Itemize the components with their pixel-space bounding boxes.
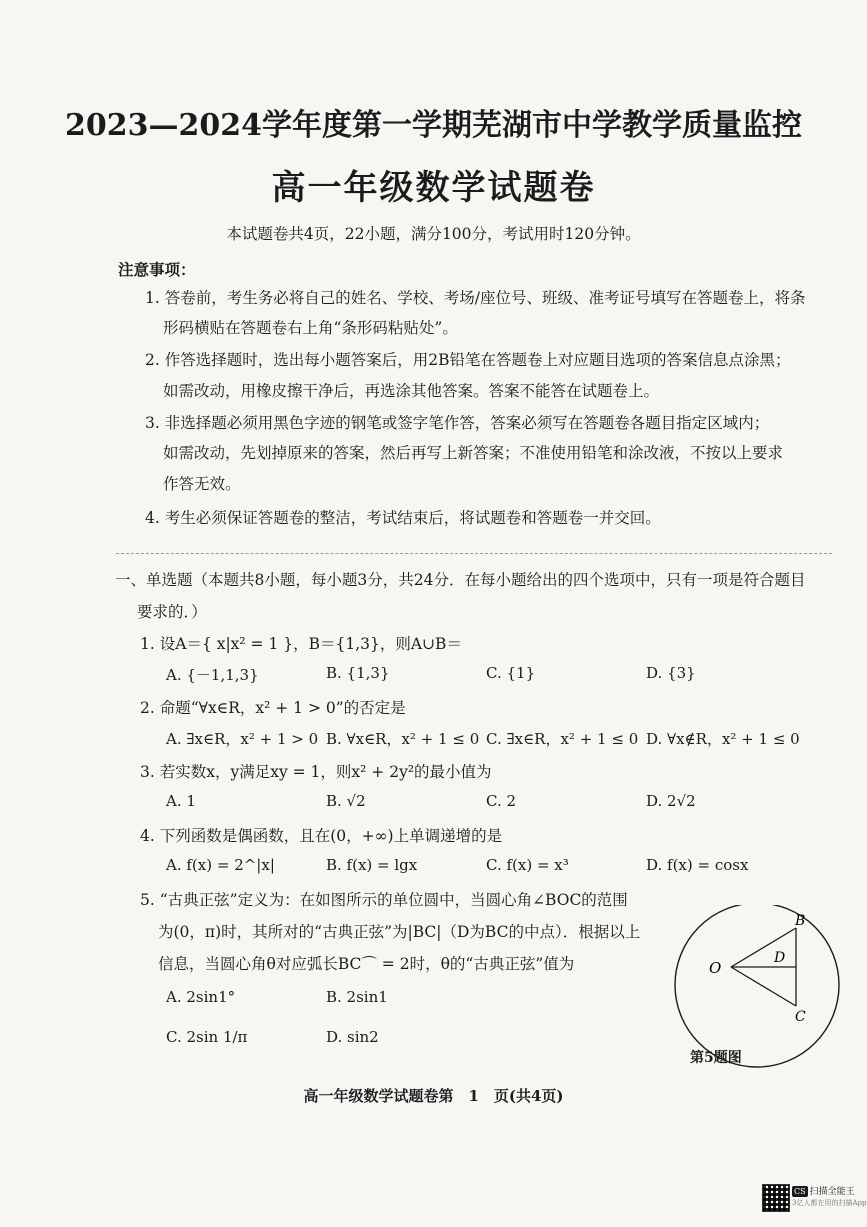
note-3-cont: 如需改动，先划掉原来的答案，然后再写上新答案；不准使用铅笔和涂改液，不按以上要求 <box>163 444 784 462</box>
unit-circle <box>675 905 839 1067</box>
q2-option-a: A. ∃x∈R，x² + 1 > 0 <box>166 730 319 748</box>
question-5-stem-line3: 信息，当圆心角θ对应弧长BC⌒ = 2时，θ的“古典正弦”值为 <box>158 955 575 973</box>
q4-option-a: A. f(x) = 2^|x| <box>166 856 275 874</box>
figure-caption: 第5题图 <box>690 1050 742 1066</box>
scanner-brand: 扫描全能王 <box>809 1187 855 1197</box>
note-4: 4. 考生必须保证答题卷的整洁，考试结束后，将试题卷和答题卷一并交回。 <box>145 509 661 527</box>
question-1-stem: 1. 设A＝{ x|x² = 1 }，B＝{1,3}，则A∪B＝ <box>140 635 462 653</box>
scanner-logo-icon: CS <box>794 1187 806 1196</box>
question-5-stem-line2: 为(0，π)时，其所对的“古典正弦”为|BC|（D为BC的中点）．根据以上 <box>158 923 641 941</box>
scanner-watermark <box>792 1186 867 1209</box>
page-footer: 高一年级数学试题卷第 1 页(共4页) <box>303 1087 564 1105</box>
q3-option-a: A. 1 <box>166 792 196 810</box>
exam-intro: 本试题卷共4页，22小题，满分100分，考试用时120分钟。 <box>226 225 641 243</box>
q5-option-b: B. 2sin1 <box>326 988 388 1006</box>
notes-heading: 注意事项： <box>118 260 196 279</box>
exam-series-title: 2023—2024学年度第一学期芜湖市中学教学质量监控 <box>65 108 802 143</box>
q4-option-c: C. f(x) = x³ <box>486 856 569 874</box>
section-1-heading-cont: 要求的．） <box>137 603 207 621</box>
q5-option-d: D. sin2 <box>326 1028 379 1046</box>
note-2: 2. 作答选择题时，选出每小题答案后，用2B铅笔在答题卷上对应题目选项的答案信息点涂黑； <box>145 351 791 369</box>
q2-option-b: B. ∀x∈R，x² + 1 ≤ 0 <box>326 730 480 748</box>
question-3-stem: 3. 若实数x，y满足xy = 1，则x² + 2y²的最小值为 <box>140 763 492 781</box>
label-b: B <box>795 913 806 929</box>
label-c: C <box>795 1009 806 1025</box>
q5-option-c: C. 2sin 1/π <box>166 1028 248 1046</box>
note-3: 3. 非选择题必须用黑色字迹的钢笔或签字笔作答，答案必须写在答题卷各题目指定区域内； <box>145 414 770 432</box>
scanner-tagline: 3亿人都在用的扫描App <box>792 1199 867 1207</box>
section-1-heading: 一、单选题（本题共8小题，每小题3分，共24分．在每小题给出的四个选项中，只有一项是符合题目 <box>115 571 806 589</box>
q3-option-b: B. √2 <box>326 792 366 810</box>
note-2-cont: 如需改动，用橡皮擦干净后，再选涂其他答案。答案不能答在试题卷上。 <box>163 382 660 400</box>
label-d: D <box>774 950 786 966</box>
q4-option-b: B. f(x) = lgx <box>326 856 418 874</box>
question-5-stem-line1: 5. “古典正弦”定义为：在如图所示的单位圆中，当圆心角∠BOC的范围 <box>140 891 628 909</box>
q4-option-d: D. f(x) = cosx <box>646 856 749 874</box>
q1-option-d: D. {3} <box>646 664 696 682</box>
q1-option-b: B. {1,3} <box>326 664 390 682</box>
q2-option-c: C. ∃x∈R，x² + 1 ≤ 0 <box>486 730 639 748</box>
note-3-cont2: 作答无效。 <box>163 475 241 493</box>
unit-circle-figure <box>645 905 845 1080</box>
q2-option-d: D. ∀x∉R，x² + 1 ≤ 0 <box>646 730 800 748</box>
question-2-stem: 2. 命题“∀x∈R，x² + 1 > 0”的否定是 <box>140 699 406 717</box>
radius-ob <box>731 928 796 967</box>
question-4-stem: 4. 下列函数是偶函数，且在(0，+∞)上单调递增的是 <box>140 827 503 845</box>
exam-paper-title: 高一年级数学试题卷 <box>271 168 596 208</box>
q1-option-a: A. {－1,1,3} <box>166 666 259 684</box>
note-1-cont: 形码横贴在答题卷右上角“条形码粘贴处”。 <box>163 319 458 337</box>
radius-oc <box>731 967 796 1006</box>
q3-option-c: C. 2 <box>486 792 517 810</box>
section-divider <box>116 553 832 554</box>
q3-option-d: D. 2√2 <box>646 792 696 810</box>
note-1: 1. 答卷前，考生务必将自己的姓名、学校、考场/座位号、班级、准考证号填写在答题卷上，将条 <box>145 289 806 307</box>
qr-code-icon <box>762 1184 790 1212</box>
label-o: O <box>709 959 722 977</box>
q1-option-c: C. {1} <box>486 664 536 682</box>
q5-option-a: A. 2sin1° <box>166 988 236 1006</box>
